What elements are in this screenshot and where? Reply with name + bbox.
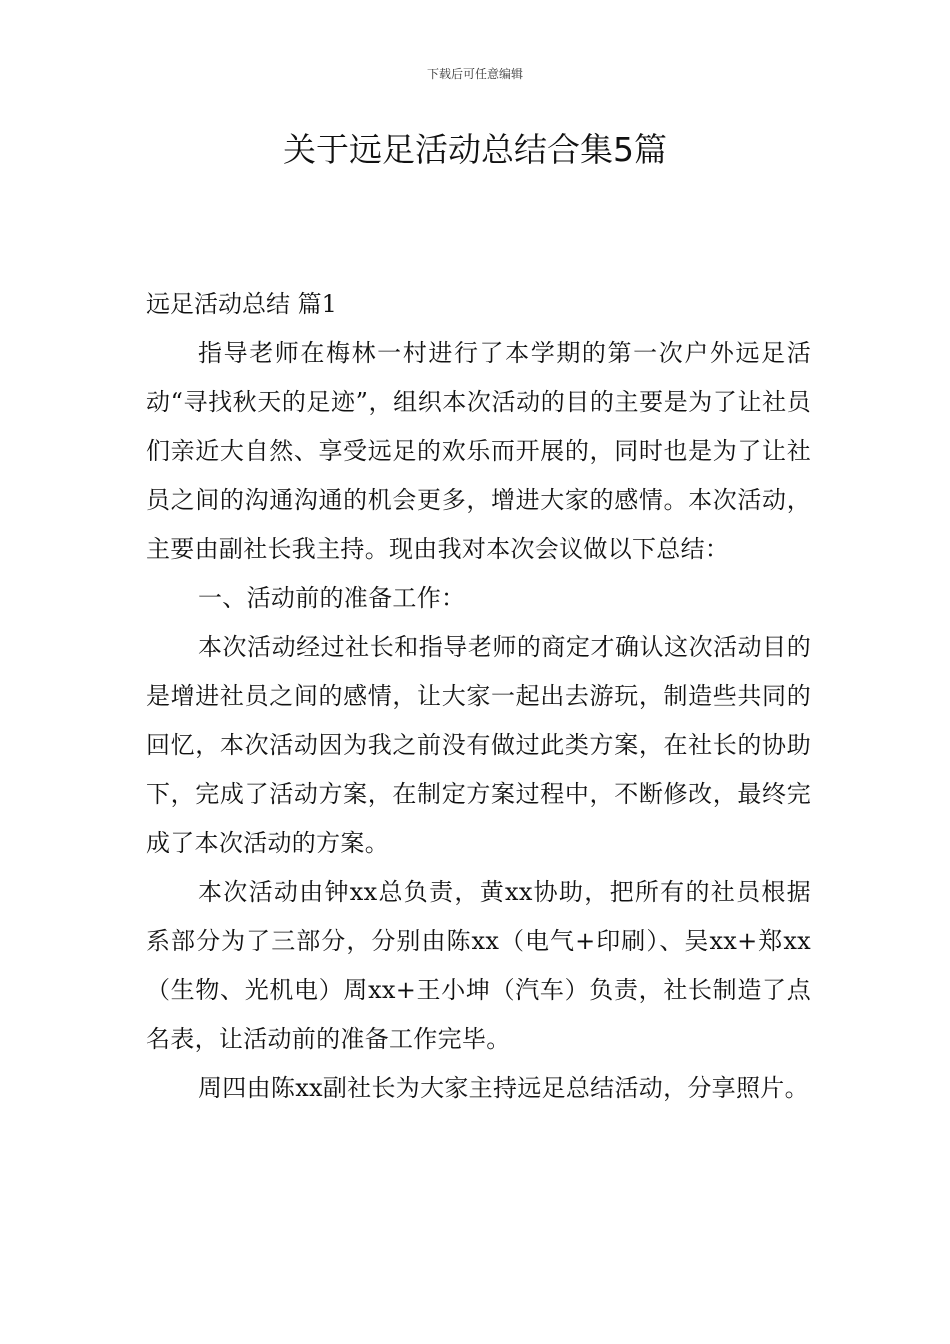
paragraph-thursday-summary: 周四由陈xx副社长为大家主持远足总结活动，分享照片。 <box>198 1074 809 1102</box>
section-heading: 远足活动总结 篇1 <box>146 290 337 318</box>
paragraph-intro: 指导老师在梅林一村进行了本学期的第一次户外远足活动“寻找秋天的足迹”，组织本次活动的目的主要是为了让社员们亲近大自然、享受远足的欢乐而开展的，同时也是为了让社员之间的沟通沟通的机会更多，增进大家的感情。本次活动，主要由副社长我主持。现由我对本次会议做以下总结： <box>146 339 811 563</box>
header-note: 下载后可任意编辑 <box>426 67 523 81</box>
paragraph-subheading-preparation: 一、活动前的准备工作： <box>198 584 466 612</box>
document-body <box>146 280 811 1113</box>
paragraph-responsibility: 本次活动由钟xx总负责，黄xx协助，把所有的社员根据系部分为了三部分，分别由陈xx（电气+印刷）、吴xx+郑xx（生物、光机电）周xx+王小坤（汽车）负责，社长制造了点名表，让活动前的准备工作完毕。 <box>146 878 811 1053</box>
paragraph-preparation: 本次活动经过社长和指导老师的商定才确认这次活动目的是增进社员之间的感情，让大家一起出去游玩，制造些共同的回忆，本次活动因为我之前没有做过此类方案，在社长的协助下，完成了活动方案，在制定方案过程中，不断修改，最终完成了本次活动的方案。 <box>146 633 811 857</box>
document-title: 关于远足活动总结合集5篇 <box>283 130 667 169</box>
